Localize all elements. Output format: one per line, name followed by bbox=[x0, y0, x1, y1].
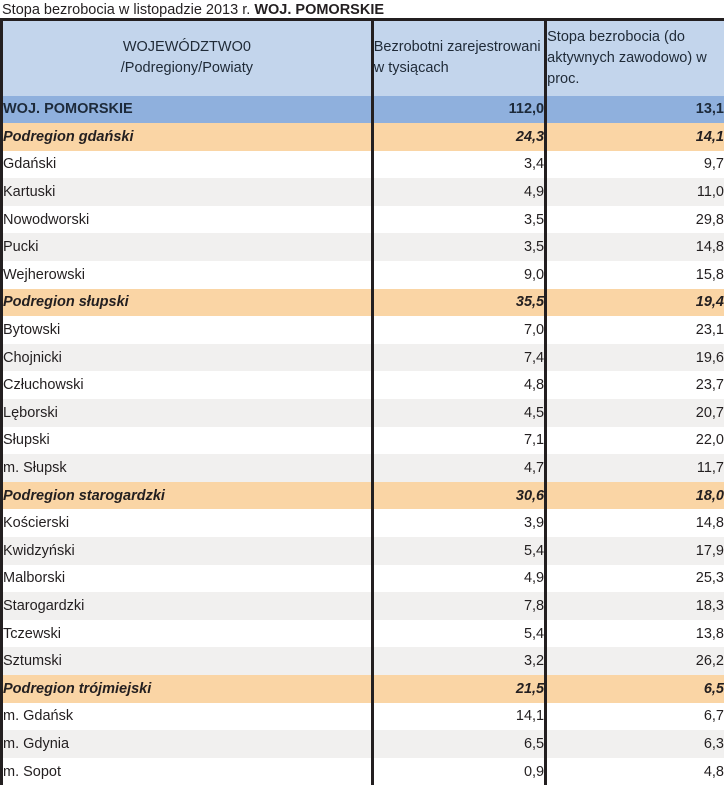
cell-unemployment-rate: 14,8 bbox=[546, 509, 724, 537]
cell-registered-unemployed: 3,5 bbox=[372, 233, 545, 261]
unemployment-table bbox=[0, 18, 724, 785]
cell-registered-unemployed: 6,5 bbox=[372, 730, 545, 758]
cell-area-name: Kościerski bbox=[2, 509, 373, 537]
table-row-subregion bbox=[2, 482, 724, 510]
cell-unemployment-rate: 23,1 bbox=[546, 316, 724, 344]
cell-registered-unemployed: 30,6 bbox=[372, 482, 545, 510]
cell-unemployment-rate: 11,7 bbox=[546, 454, 724, 482]
cell-unemployment-rate: 15,8 bbox=[546, 261, 724, 289]
cell-area-name: Człuchowski bbox=[2, 371, 373, 399]
cell-area-name: Kartuski bbox=[2, 178, 373, 206]
cell-unemployment-rate: 6,5 bbox=[546, 675, 724, 703]
cell-registered-unemployed: 7,8 bbox=[372, 592, 545, 620]
cell-area-name: Bytowski bbox=[2, 316, 373, 344]
cell-unemployment-rate: 23,7 bbox=[546, 371, 724, 399]
table-header bbox=[2, 20, 724, 96]
table-row bbox=[2, 399, 724, 427]
table-row bbox=[2, 565, 724, 593]
cell-registered-unemployed: 4,8 bbox=[372, 371, 545, 399]
table-row bbox=[2, 509, 724, 537]
cell-unemployment-rate: 4,8 bbox=[546, 758, 724, 785]
cell-registered-unemployed: 4,9 bbox=[372, 565, 545, 593]
cell-area-name: Podregion słupski bbox=[2, 289, 373, 317]
column-header-name-line2: /Podregiony/Powiaty bbox=[3, 58, 371, 79]
cell-unemployment-rate: 26,2 bbox=[546, 647, 724, 675]
table-row bbox=[2, 151, 724, 179]
cell-area-name: m. Słupsk bbox=[2, 454, 373, 482]
column-header-name bbox=[2, 20, 373, 96]
cell-registered-unemployed: 21,5 bbox=[372, 675, 545, 703]
table-row bbox=[2, 233, 724, 261]
cell-area-name: Tczewski bbox=[2, 620, 373, 648]
column-header-name-line1: WOJEWÓDZTWO0 bbox=[3, 37, 371, 58]
cell-registered-unemployed: 3,5 bbox=[372, 206, 545, 234]
cell-registered-unemployed: 5,4 bbox=[372, 537, 545, 565]
cell-area-name: Słupski bbox=[2, 427, 373, 455]
cell-area-name: m. Gdynia bbox=[2, 730, 373, 758]
cell-area-name: Chojnicki bbox=[2, 344, 373, 372]
cell-registered-unemployed: 3,2 bbox=[372, 647, 545, 675]
cell-registered-unemployed: 3,4 bbox=[372, 151, 545, 179]
column-header-registered: Bezrobotni zarejestrowani w tysiącach bbox=[372, 20, 545, 96]
cell-unemployment-rate: 18,0 bbox=[546, 482, 724, 510]
table-row bbox=[2, 592, 724, 620]
cell-area-name: Podregion trójmiejski bbox=[2, 675, 373, 703]
page-title bbox=[0, 0, 724, 18]
cell-registered-unemployed: 7,4 bbox=[372, 344, 545, 372]
cell-registered-unemployed: 24,3 bbox=[372, 123, 545, 151]
cell-unemployment-rate: 18,3 bbox=[546, 592, 724, 620]
cell-area-name: WOJ. POMORSKIE bbox=[2, 96, 373, 124]
header-row bbox=[2, 20, 724, 96]
table-row bbox=[2, 758, 724, 785]
cell-registered-unemployed: 35,5 bbox=[372, 289, 545, 317]
table-row bbox=[2, 620, 724, 648]
cell-unemployment-rate: 6,7 bbox=[546, 703, 724, 731]
cell-registered-unemployed: 3,9 bbox=[372, 509, 545, 537]
table-row bbox=[2, 371, 724, 399]
cell-unemployment-rate: 29,8 bbox=[546, 206, 724, 234]
cell-registered-unemployed: 7,1 bbox=[372, 427, 545, 455]
page-title-lead: Stopa bezrobocia w listopadzie 2013 r. bbox=[2, 2, 254, 18]
table-row bbox=[2, 178, 724, 206]
column-header-rate: Stopa bezrobocia (do aktywnych zawodowo) w proc. bbox=[546, 20, 724, 96]
page-title-region: WOJ. POMORSKIE bbox=[254, 2, 384, 18]
cell-registered-unemployed: 4,7 bbox=[372, 454, 545, 482]
cell-unemployment-rate: 9,7 bbox=[546, 151, 724, 179]
cell-area-name: Kwidzyński bbox=[2, 537, 373, 565]
table-row bbox=[2, 427, 724, 455]
table-row bbox=[2, 703, 724, 731]
cell-area-name: m. Sopot bbox=[2, 758, 373, 785]
cell-area-name: Malborski bbox=[2, 565, 373, 593]
cell-registered-unemployed: 5,4 bbox=[372, 620, 545, 648]
cell-registered-unemployed: 4,5 bbox=[372, 399, 545, 427]
cell-registered-unemployed: 4,9 bbox=[372, 178, 545, 206]
cell-area-name: m. Gdańsk bbox=[2, 703, 373, 731]
table-row bbox=[2, 454, 724, 482]
cell-unemployment-rate: 11,0 bbox=[546, 178, 724, 206]
cell-registered-unemployed: 112,0 bbox=[372, 96, 545, 124]
cell-unemployment-rate: 14,1 bbox=[546, 123, 724, 151]
cell-area-name: Nowodworski bbox=[2, 206, 373, 234]
cell-registered-unemployed: 0,9 bbox=[372, 758, 545, 785]
cell-unemployment-rate: 6,3 bbox=[546, 730, 724, 758]
table-row-subregion bbox=[2, 675, 724, 703]
cell-unemployment-rate: 19,6 bbox=[546, 344, 724, 372]
table-row-subregion bbox=[2, 289, 724, 317]
cell-area-name: Podregion starogardzki bbox=[2, 482, 373, 510]
table-row bbox=[2, 537, 724, 565]
cell-unemployment-rate: 25,3 bbox=[546, 565, 724, 593]
cell-unemployment-rate: 13,8 bbox=[546, 620, 724, 648]
table-row bbox=[2, 344, 724, 372]
table-row-subregion bbox=[2, 123, 724, 151]
cell-unemployment-rate: 14,8 bbox=[546, 233, 724, 261]
cell-area-name: Sztumski bbox=[2, 647, 373, 675]
cell-unemployment-rate: 22,0 bbox=[546, 427, 724, 455]
cell-area-name: Pucki bbox=[2, 233, 373, 261]
cell-area-name: Lęborski bbox=[2, 399, 373, 427]
table-row bbox=[2, 261, 724, 289]
cell-area-name: Wejherowski bbox=[2, 261, 373, 289]
cell-area-name: Starogardzki bbox=[2, 592, 373, 620]
cell-area-name: Podregion gdański bbox=[2, 123, 373, 151]
table-row bbox=[2, 316, 724, 344]
cell-registered-unemployed: 14,1 bbox=[372, 703, 545, 731]
table-body bbox=[2, 96, 724, 785]
table-row bbox=[2, 647, 724, 675]
cell-registered-unemployed: 9,0 bbox=[372, 261, 545, 289]
cell-unemployment-rate: 17,9 bbox=[546, 537, 724, 565]
cell-registered-unemployed: 7,0 bbox=[372, 316, 545, 344]
cell-unemployment-rate: 19,4 bbox=[546, 289, 724, 317]
table-row bbox=[2, 206, 724, 234]
cell-unemployment-rate: 13,1 bbox=[546, 96, 724, 124]
table-row-voivodeship bbox=[2, 96, 724, 124]
cell-unemployment-rate: 20,7 bbox=[546, 399, 724, 427]
cell-area-name: Gdański bbox=[2, 151, 373, 179]
